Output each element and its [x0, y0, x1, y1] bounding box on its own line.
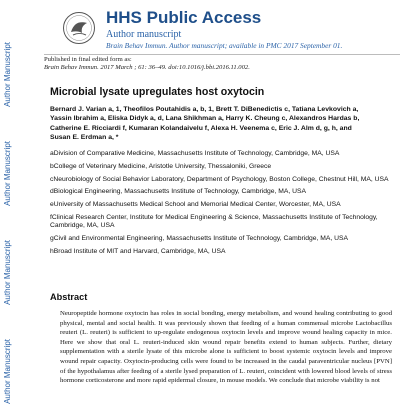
abstract-text: Neuropeptide hormone oxytocin has roles in social bonding, energy metabolism, and wound healing contributing to good physical, mental and social health. It was previously shown that feeding of a human commensal microbe Lactobacillus reuteri (L. reuteri) is sufficient to up-regulate endogenous oxytocin levels and improve wound healing capacity in mice. Here we show that oral L. reuteri-induced skin wound repair benefits extend to human subjects. Further, dietary supplementation with a sterile lysate of this microbe alone is sufficient to boost systemic oxytocin levels and improve wound repair capacity. Oxytocin-producing cells were found to be increased in the caudal paraventricular nucleus [PVN] of the hypothalamus after feeding of a sterile lysed preparation of L. reuteri, coincident with lowered blood levels of stress hormone corticosterone and more rapid epidermal closure, in mouse models. We conclude that microbe viability is not — [60, 310, 392, 385]
author-manuscript-label: Author manuscript — [106, 29, 182, 40]
affiliation: gCivil and Environmental Engineering, Massachusetts Institute of Technology, Cambridge, MA, USA — [50, 235, 349, 243]
publication-info — [44, 56, 250, 72]
affiliation: fClinical Research Center, Institute for Medical Engineering & Science, Massachusetts Institute of Technology, Cambridge, MA, USA — [50, 213, 378, 230]
author-list — [50, 105, 395, 143]
abstract-heading: Abstract — [50, 292, 88, 302]
header-divider — [44, 54, 400, 55]
side-label-author-manuscript: Author Manuscript — [3, 240, 12, 305]
journal-availability-line: Brain Behav Immun. Author manuscript; available in PMC 2017 September 01. — [106, 41, 343, 50]
side-label-author-manuscript: Author Manuscript — [3, 141, 12, 206]
published-in-label: Published in final edited form as: — [44, 56, 132, 63]
affiliation: bCollege of Veterinary Medicine, Aristotle University, Thessaloniki, Greece — [50, 162, 272, 170]
author-line: Catherine E. Ricciardi f, Kumaran Kolandaivelu f, Alexa H. Veenema c, Eric J. Alm d, g, h, and — [50, 124, 352, 132]
affiliation: cNeurobiology of Social Behavior Laboratory, Department of Psychology, Boston College, Chestnut Hill, MA, USA — [50, 175, 389, 183]
affiliation: hBroad Institute of MIT and Harvard, Cambridge, MA, USA — [50, 247, 226, 255]
author-line: Susan E. Erdman a, * — [50, 134, 119, 142]
author-line: Yassin Ibrahim a, Eliska Didyk a, d, Lana Shikhman a, Harry K. Cheung c, Alexandros Hardas b, — [50, 115, 360, 123]
hhs-eagle-logo-icon — [62, 10, 96, 46]
affiliation: eUniversity of Massachusetts Medical School and Memorial Medical Center, Worcester, MA, USA — [50, 201, 341, 209]
citation-line: Brain Behav Immun. 2017 March ; 61: 36–49. doi:10.1016/j.bbi.2016.11.002. — [44, 64, 250, 71]
side-label-author-manuscript: Author Manuscript — [3, 42, 12, 107]
side-label-author-manuscript: Author Manuscript — [3, 339, 12, 404]
author-line: Bernard J. Varian a, 1, Theofilos Poutahidis a, b, 1, Brett T. DiBenedictis c, Tatiana Levkovich a, — [50, 106, 359, 113]
hhs-public-access-title: HHS Public Access — [106, 8, 262, 27]
affiliation: dBiological Engineering, Massachusetts Institute of Technology, Cambridge, MA, USA — [50, 188, 307, 196]
affiliations-list — [50, 150, 395, 261]
affiliation: aDivision of Comparative Medicine, Massachusetts Institute of Technology, Cambridge, MA, USA — [50, 150, 340, 157]
paper-title: Microbial lysate upregulates host oxytocin — [50, 86, 265, 98]
